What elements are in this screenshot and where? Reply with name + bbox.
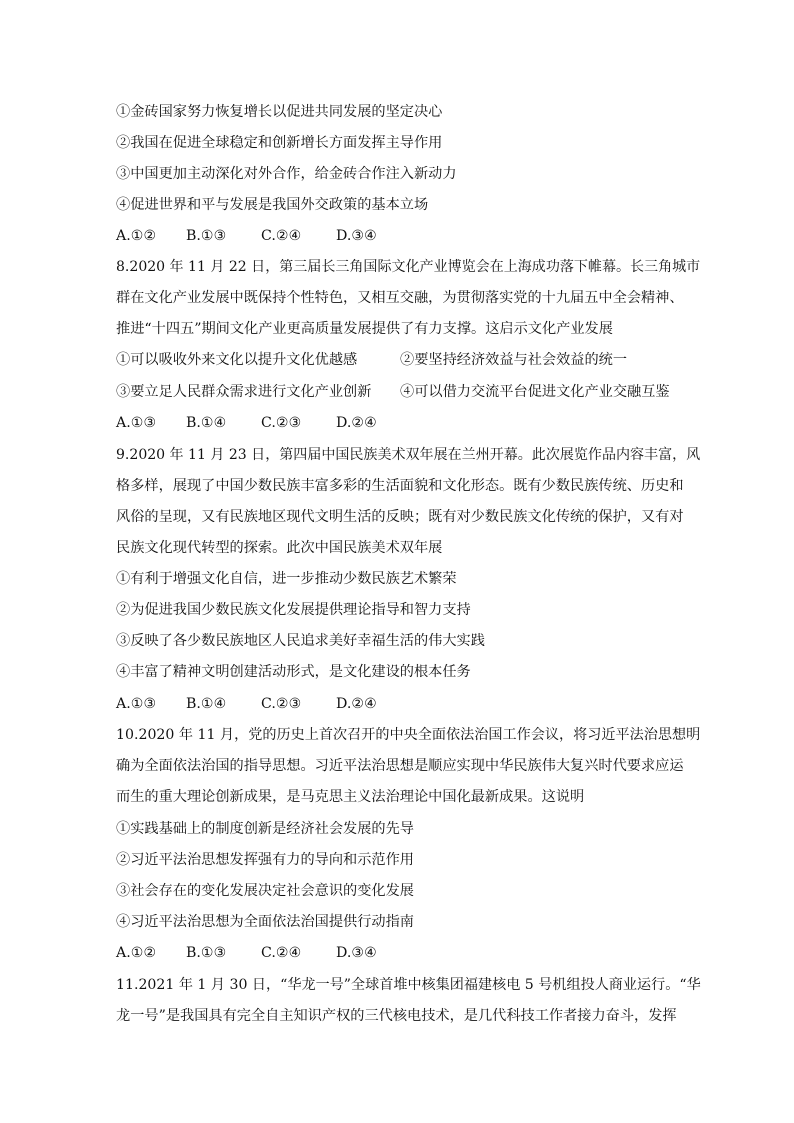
q9-choices	[116, 694, 406, 714]
q8-option-4: ④可以借力交流平台促进文化产业交融互鉴	[400, 384, 670, 400]
q8-choice-d: D.②④	[336, 415, 377, 431]
q7-option-3: ③中国更加主动深化对外合作，给金砖合作注入新动力	[116, 166, 457, 182]
q7-choice-c: C.②④	[261, 228, 302, 244]
q10-option-4: ④习近平法治思想为全面依法治国提供行动指南	[116, 914, 414, 930]
q8-option-3: ③要立足人民群众需求进行文化产业创新	[116, 384, 372, 400]
q8-choice-b: B.①④	[186, 415, 227, 431]
q9-stem-line-3: 风俗的呈现，又有民族地区现代文明生活的反映；既有对少数民族文化传统的保护，又有对	[116, 509, 684, 525]
q10-stem-line-3: 而生的重大理论创新成果，是马克思主义法治理论中国化最新成果。这说明	[116, 789, 585, 805]
q7-option-4: ④促进世界和平与发展是我国外交政策的基本立场	[116, 197, 429, 213]
q10-stem-line-1: 10.2020 年 11 月，党的历史上首次召开的中央全面依法治国工作会议，将习近平法治思想明	[116, 727, 701, 743]
q10-choice-a: A.①②	[116, 945, 157, 961]
q8-option-1: ①可以吸收外来文化以提升文化优越感	[116, 352, 358, 368]
q9-choice-d: D.②④	[336, 696, 377, 712]
q10-option-1: ①实践基础上的制度创新是经济社会发展的先导	[116, 821, 414, 837]
q10-option-2: ②习近平法治思想发挥强有力的导向和示范作用	[116, 852, 414, 868]
q8-choices	[116, 413, 406, 433]
q9-stem-line-1: 9.2020 年 11 月 23 日，第四届中国民族美术双年展在兰州开幕。此次展览作品内容丰富，风	[116, 447, 701, 463]
q8-stem-line-3: 推进“十四五”期间文化产业更高质量发展提供了有力支撑。这启示文化产业发展	[116, 321, 613, 337]
q9-choice-c: C.②③	[261, 696, 302, 712]
q8-stem-line-1: 8.2020 年 11 月 22 日，第三届长三角国际文化产业博览会在上海成功落下帷幕。长三角城市	[116, 259, 701, 275]
q7-option-1: ①金砖国家努力恢复增长以促进共同发展的坚定决心	[116, 104, 443, 120]
q7-choice-a: A.①②	[116, 228, 157, 244]
q9-option-2: ②为促进我国少数民族文化发展提供理论指导和智力支持	[116, 602, 471, 618]
q7-choice-b: B.①③	[186, 228, 227, 244]
q7-choice-d: D.③④	[336, 228, 377, 244]
q10-choices	[116, 943, 406, 963]
q9-option-3: ③反映了各少数民族地区人民追求美好幸福生活的伟大实践	[116, 633, 485, 649]
q11-stem-line-1: 11.2021 年 1 月 30 日，“华龙一号”全球首堆中核集团福建核电 5 号机组投人商业运行。“华	[116, 977, 701, 993]
q10-choice-c: C.②④	[261, 945, 302, 961]
q10-choice-b: B.①③	[186, 945, 227, 961]
q10-option-3: ③社会存在的变化发展决定社会意识的变化发展	[116, 883, 414, 899]
q10-stem-line-2: 确为全面依法治国的指导思想。习近平法治思想是顺应实现中华民族伟大复兴时代要求应运	[116, 758, 684, 774]
q9-option-4: ④丰富了精神文明创建活动形式，是文化建设的根本任务	[116, 664, 471, 680]
q7-option-2: ②我国在促进全球稳定和创新增长方面发挥主导作用	[116, 135, 443, 151]
q8-choice-a: A.①③	[116, 415, 157, 431]
q8-stem-line-2: 群在文化产业发展中既保持个性特色，又相互交融，为贯彻落实党的十九届五中全会精神、	[116, 290, 684, 306]
q8-choice-c: C.②③	[261, 415, 302, 431]
q9-choice-b: B.①④	[186, 696, 227, 712]
q10-choice-d: D.③④	[336, 945, 377, 961]
q11-stem-line-2: 龙一号”是我国具有完全自主知识产权的三代核电技术，是几代科技工作者接力奋斗，发挥	[116, 1008, 677, 1024]
q9-option-1: ①有利于增强文化自信，进一步推动少数民族艺术繁荣	[116, 571, 457, 587]
q7-choices	[116, 226, 406, 246]
q9-stem-line-2: 格多样，展现了中国少数民族丰富多彩的生活面貌和文化形态。既有少数民族传统、历史和	[116, 478, 684, 494]
q9-choice-a: A.①③	[116, 696, 157, 712]
q8-option-2: ②要坚持经济效益与社会效益的统一	[400, 352, 628, 368]
q9-stem-line-4: 民族文化现代转型的探索。此次中国民族美术双年展	[116, 540, 443, 556]
